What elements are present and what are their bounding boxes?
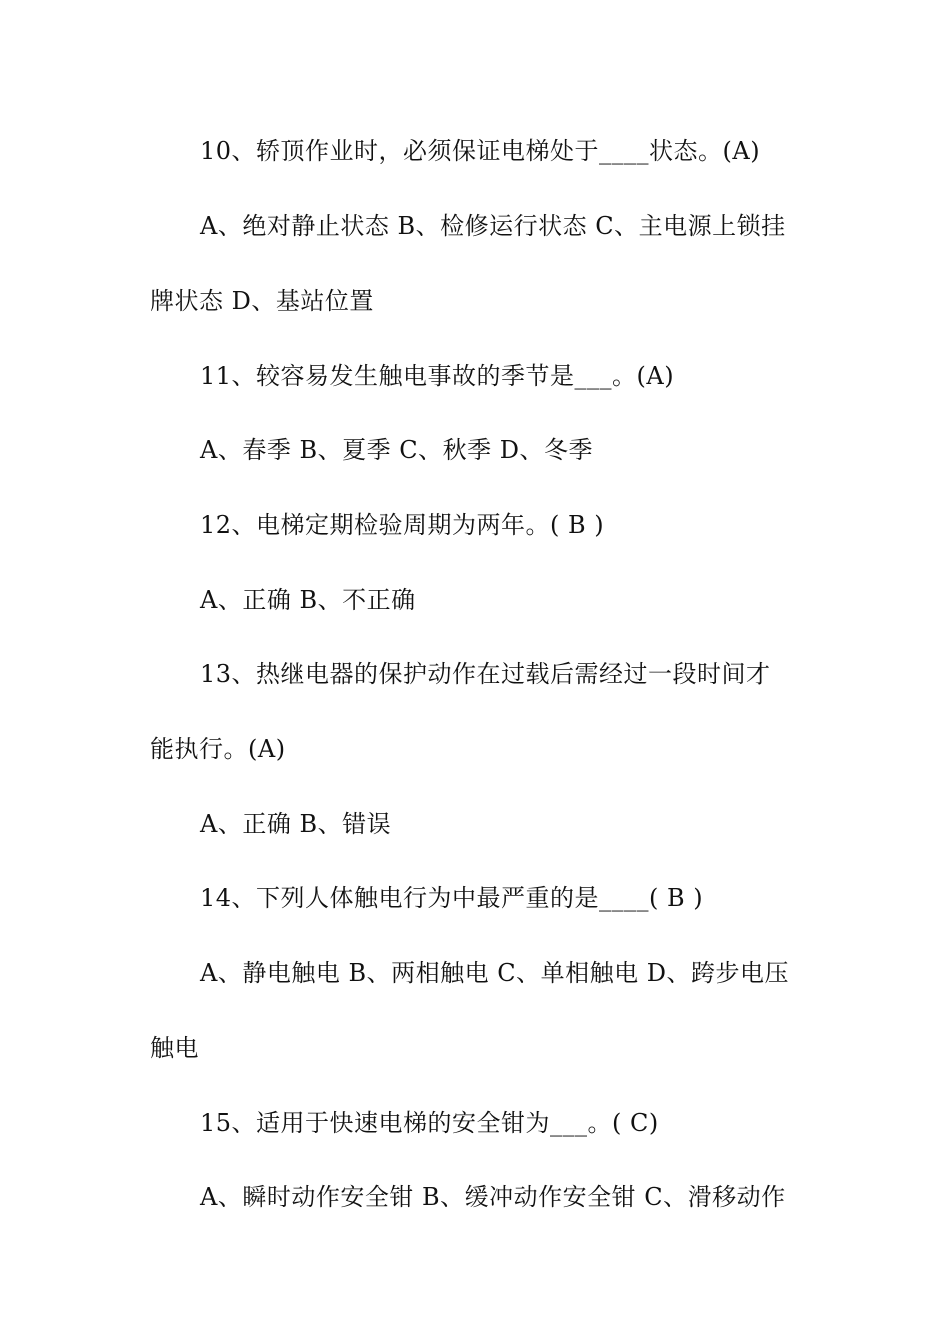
question-12-text: 12、电梯定期检验周期为两年。( B ) xyxy=(200,511,605,539)
question-11-text: 11、较容易发生触电事故的季节是___。(A) xyxy=(200,362,675,390)
question-10-options: A、绝对静止状态 B、检修运行状态 C、主电源上锁挂 xyxy=(200,212,786,240)
question-15-text: 15、适用于快速电梯的安全钳为___。( C) xyxy=(200,1109,659,1137)
question-14-options: A、静电触电 B、两相触电 C、单相触电 D、跨步电压 xyxy=(200,959,789,987)
question-11-options: A、春季 B、夏季 C、秋季 D、冬季 xyxy=(200,436,593,464)
question-10-text: 10、轿顶作业时，必须保证电梯处于____状态。(A) xyxy=(200,137,761,165)
question-14-text: 14、下列人体触电行为中最严重的是____( B ) xyxy=(200,884,704,912)
question-13-text-continued: 能执行。(A) xyxy=(150,735,286,763)
question-15-options: A、瞬时动作安全钳 B、缓冲动作安全钳 C、滑移动作 xyxy=(200,1183,786,1211)
question-13-options: A、正确 B、错误 xyxy=(200,810,392,838)
question-14-options-continued: 触电 xyxy=(150,1034,199,1062)
question-10-options-continued: 牌状态 D、基站位置 xyxy=(150,287,374,315)
question-13-text: 13、热继电器的保护动作在过载后需经过一段时间才 xyxy=(200,660,771,688)
question-12-options: A、正确 B、不正确 xyxy=(200,586,416,614)
